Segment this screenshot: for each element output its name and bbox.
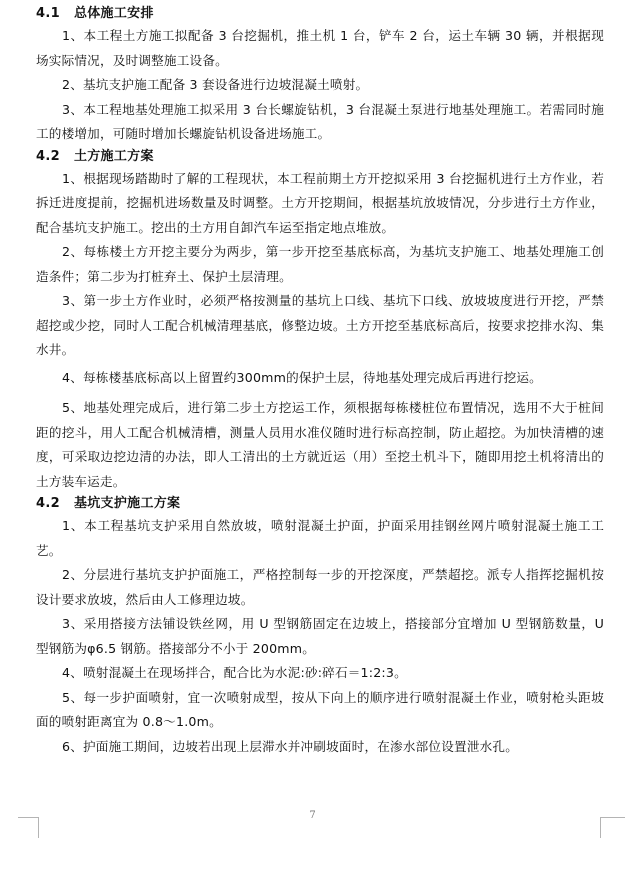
- paragraph: 1、根据现场踏勘时了解的工程现状，本工程前期土方开挖拟采用 3 台挖掘机进行土方作业，若拆迁进度提前，挖掘机进场数量及时调整。土方开挖期间，根据基坑放坡情况，分步进行土方作业，配合基坑支护施工。挖出的土方用自卸汽车运至指定地点堆放。: [36, 170, 604, 235]
- paragraph: 2、每栋楼土方开挖主要分为两步，第一步开挖至基底标高，为基坑支护施工、地基处理施工创造条件；第二步为打桩弃土、保护土层清理。: [36, 244, 604, 284]
- paragraph: 4、每栋楼基底标高以上留置约300mm的保护土层，待地基处理完成后再进行挖运。: [62, 369, 542, 385]
- section-number: 4.2: [36, 496, 60, 511]
- section-title: 基坑支护施工方案: [73, 496, 181, 511]
- document-body: [36, 4, 604, 759]
- paragraph: 3、本工程地基处理施工拟采用 3 台长螺旋钻机，3 台混凝土泵进行地基处理施工。若需同时施工的楼增加，可随时增加长螺旋钻机设备进场施工。: [36, 101, 604, 141]
- paragraph: 1、本工程土方施工拟配备 3 台挖掘机，推土机 1 台，铲车 2 台，运土车辆 30 辆，并根据现场实际情况，及时调整施工设备。: [36, 28, 604, 68]
- section-heading-excavation-support-plan: [36, 494, 604, 514]
- section-title: 总体施工安排: [73, 6, 154, 21]
- paragraph: 2、基坑支护施工配备 3 套设备进行边坡混凝土喷射。: [62, 77, 369, 92]
- section-heading-overall-arrangement: [36, 4, 604, 24]
- crop-mark-bottom-right: [600, 817, 625, 838]
- paragraph: 1、本工程基坑支护采用自然放坡，喷射混凝土护面，护面采用挂钢丝网片喷射混凝土施工工艺。: [36, 518, 604, 558]
- paragraph: 5、每一步护面喷射，宜一次喷射成型，按从下向上的顺序进行喷射混凝土作业，喷射枪头距坡面的喷射距离宜为 0.8～1.0m。: [36, 689, 604, 729]
- section-title: 土方施工方案: [73, 148, 154, 164]
- paragraph: 4、喷射混凝土在现场拌合，配合比为水泥:砂:碎石＝1:2:3。: [62, 665, 407, 680]
- paragraph: 5、地基处理完成后，进行第二步土方挖运工作，须根据每栋楼桩位布置情况，选用不大于桩间距的挖斗，用人工配合机械清槽，测量人员用水准仪随时进行标高控制，防止超挖。为加快清槽的速度，可采取边挖边清的办法，即人工清出的土方就近运（用）至挖土机斗下，随即用挖土机将清出的土方装车运走。: [36, 400, 604, 489]
- paragraph: 3、第一步土方作业时，必须严格按测量的基坑上口线、基坑下口线、放坡坡度进行开挖，严禁超挖或少挖，同时人工配合机械清理基底，修整边坡。土方开挖至基底标高后，按要求挖排水沟、集水井。: [36, 293, 604, 357]
- paragraph: 6、护面施工期间，边坡若出现上层滞水并冲刷坡面时，在渗水部位设置泄水孔。: [62, 738, 518, 754]
- section-number: 4.1: [36, 6, 60, 21]
- crop-mark-bottom-left: [18, 817, 39, 838]
- paragraph: 2、分层进行基坑支护护面施工，严格控制每一步的开挖深度，严禁超挖。派专人指挥挖掘机按设计要求放坡，然后由人工修理边坡。: [36, 567, 604, 607]
- section-number: 4.2: [36, 148, 60, 164]
- paragraph: 3、采用搭接方法铺设铁丝网，用 U 型钢筋固定在边坡上，搭接部分宜增加 U 型钢筋数量，U 型钢筋为φ6.5 钢筋。搭接部分不小于 200mm。: [36, 616, 604, 656]
- section-heading-earthwork-plan: [36, 147, 604, 167]
- page-number: 7: [309, 810, 316, 821]
